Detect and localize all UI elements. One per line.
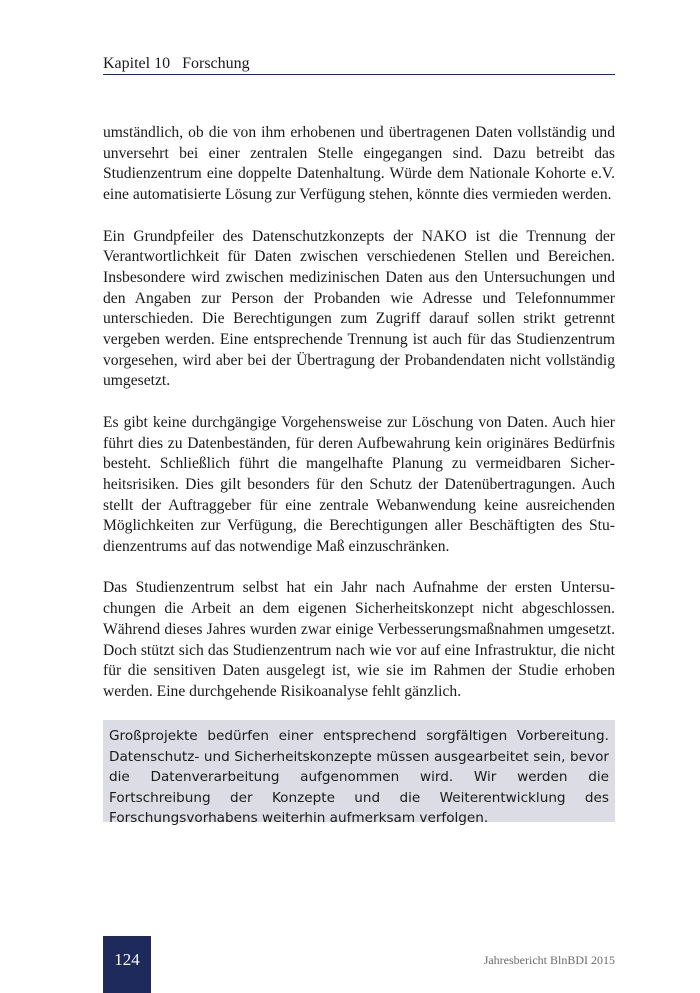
paragraph: umständlich, ob die von ihm erhobenen und übertragenen Daten vollständig und unversehrt bei einer zentralen Stelle eingegangen sind. Dazu betreibt das Studienzentrum eine doppelte Datenhaltung. Würde dem Nationale Kohorte e.V. eine automatisierte Lösung zur Verfügung stehen, könnte dies vermieden werden. xyxy=(103,124,615,204)
page-number: 124 xyxy=(114,950,140,969)
chapter-label: Kapitel 10 xyxy=(103,55,171,72)
header-rule xyxy=(103,74,615,75)
publication-title: Jahresbericht BlnBDI 2015 xyxy=(483,953,615,967)
paragraph: Es gibt keine durchgängige Vorgehensweise zur Löschung von Daten. Auch hier führt dies zu Datenbeständen, für deren Aufbewahrung kein originäres Bedürfnis besteht. Schließlich führt die mangelhafte Planung zu vermeidbaren Sicherheitsrisiken. Dies gilt besonders für den Schutz der Datenübertragungen. Auch stellt der Auftraggeber für eine zentrale Webanwendung keine ausreichenden Möglichkeiten zur Verfügung, die Berechtigungen aller Beschäftigten des Studienzentrums auf das notwendige Maß einzuschränken. xyxy=(103,413,615,556)
paragraph: Das Studienzentrum selbst hat ein Jahr nach Aufnahme der ersten Untersuchungen die Arbeit an dem eigenen Sicherheitskonzept nicht abgeschlossen. Während dieses Jahres wurden zwar einige Verbesserungsmaßnahmen umgesetzt. Doch stützt sich das Studienzentrum nach wie vor auf eine Infrastruktur, die nicht für die sensitiven Daten ausgelegt ist, wie sie im Rahmen der Studie erhoben werden. Eine durchgehende Risikoanalyse fehlt gänzlich. xyxy=(103,579,615,700)
chapter-title: Forschung xyxy=(182,55,250,72)
page-number-box xyxy=(103,936,151,993)
paragraph: Ein Grundpfeiler des Datenschutzkonzepts der NAKO ist die Trennung der Verantwortlichkeit für Daten zwischen verschiedenen Stellen und Bereichen. Insbesondere wird zwischen medizinischen Daten aus den Untersuchungen und den Angaben zur Person der Probanden wie Adresse und Telefonnummer unterschieden. Die Berechtigungen zum Zugriff darauf sollen strikt getrennt vergeben werden. Eine entsprechende Trennung ist auch für das Studienzentrum vorgesehen, wird aber bei der Übertragung der Probandendaten nicht vollständig umgesetzt. xyxy=(103,227,615,390)
body-text xyxy=(103,123,615,723)
callout-text: Großprojekte bedürfen einer entsprechend sorgfältigen Vorbereitung. Datenschutz- und Sicherheitskonzepte müssen ausgearbeitet sein, bevor die Datenverarbeitung aufgenommen wird. Wir werden die Fortschreibung der Konzepte und die Weiterentwicklung des Forschungsvorhabens weiterhin aufmerksam verfolgen. xyxy=(109,728,609,827)
conclusion-callout xyxy=(103,720,615,827)
running-header xyxy=(103,54,615,74)
